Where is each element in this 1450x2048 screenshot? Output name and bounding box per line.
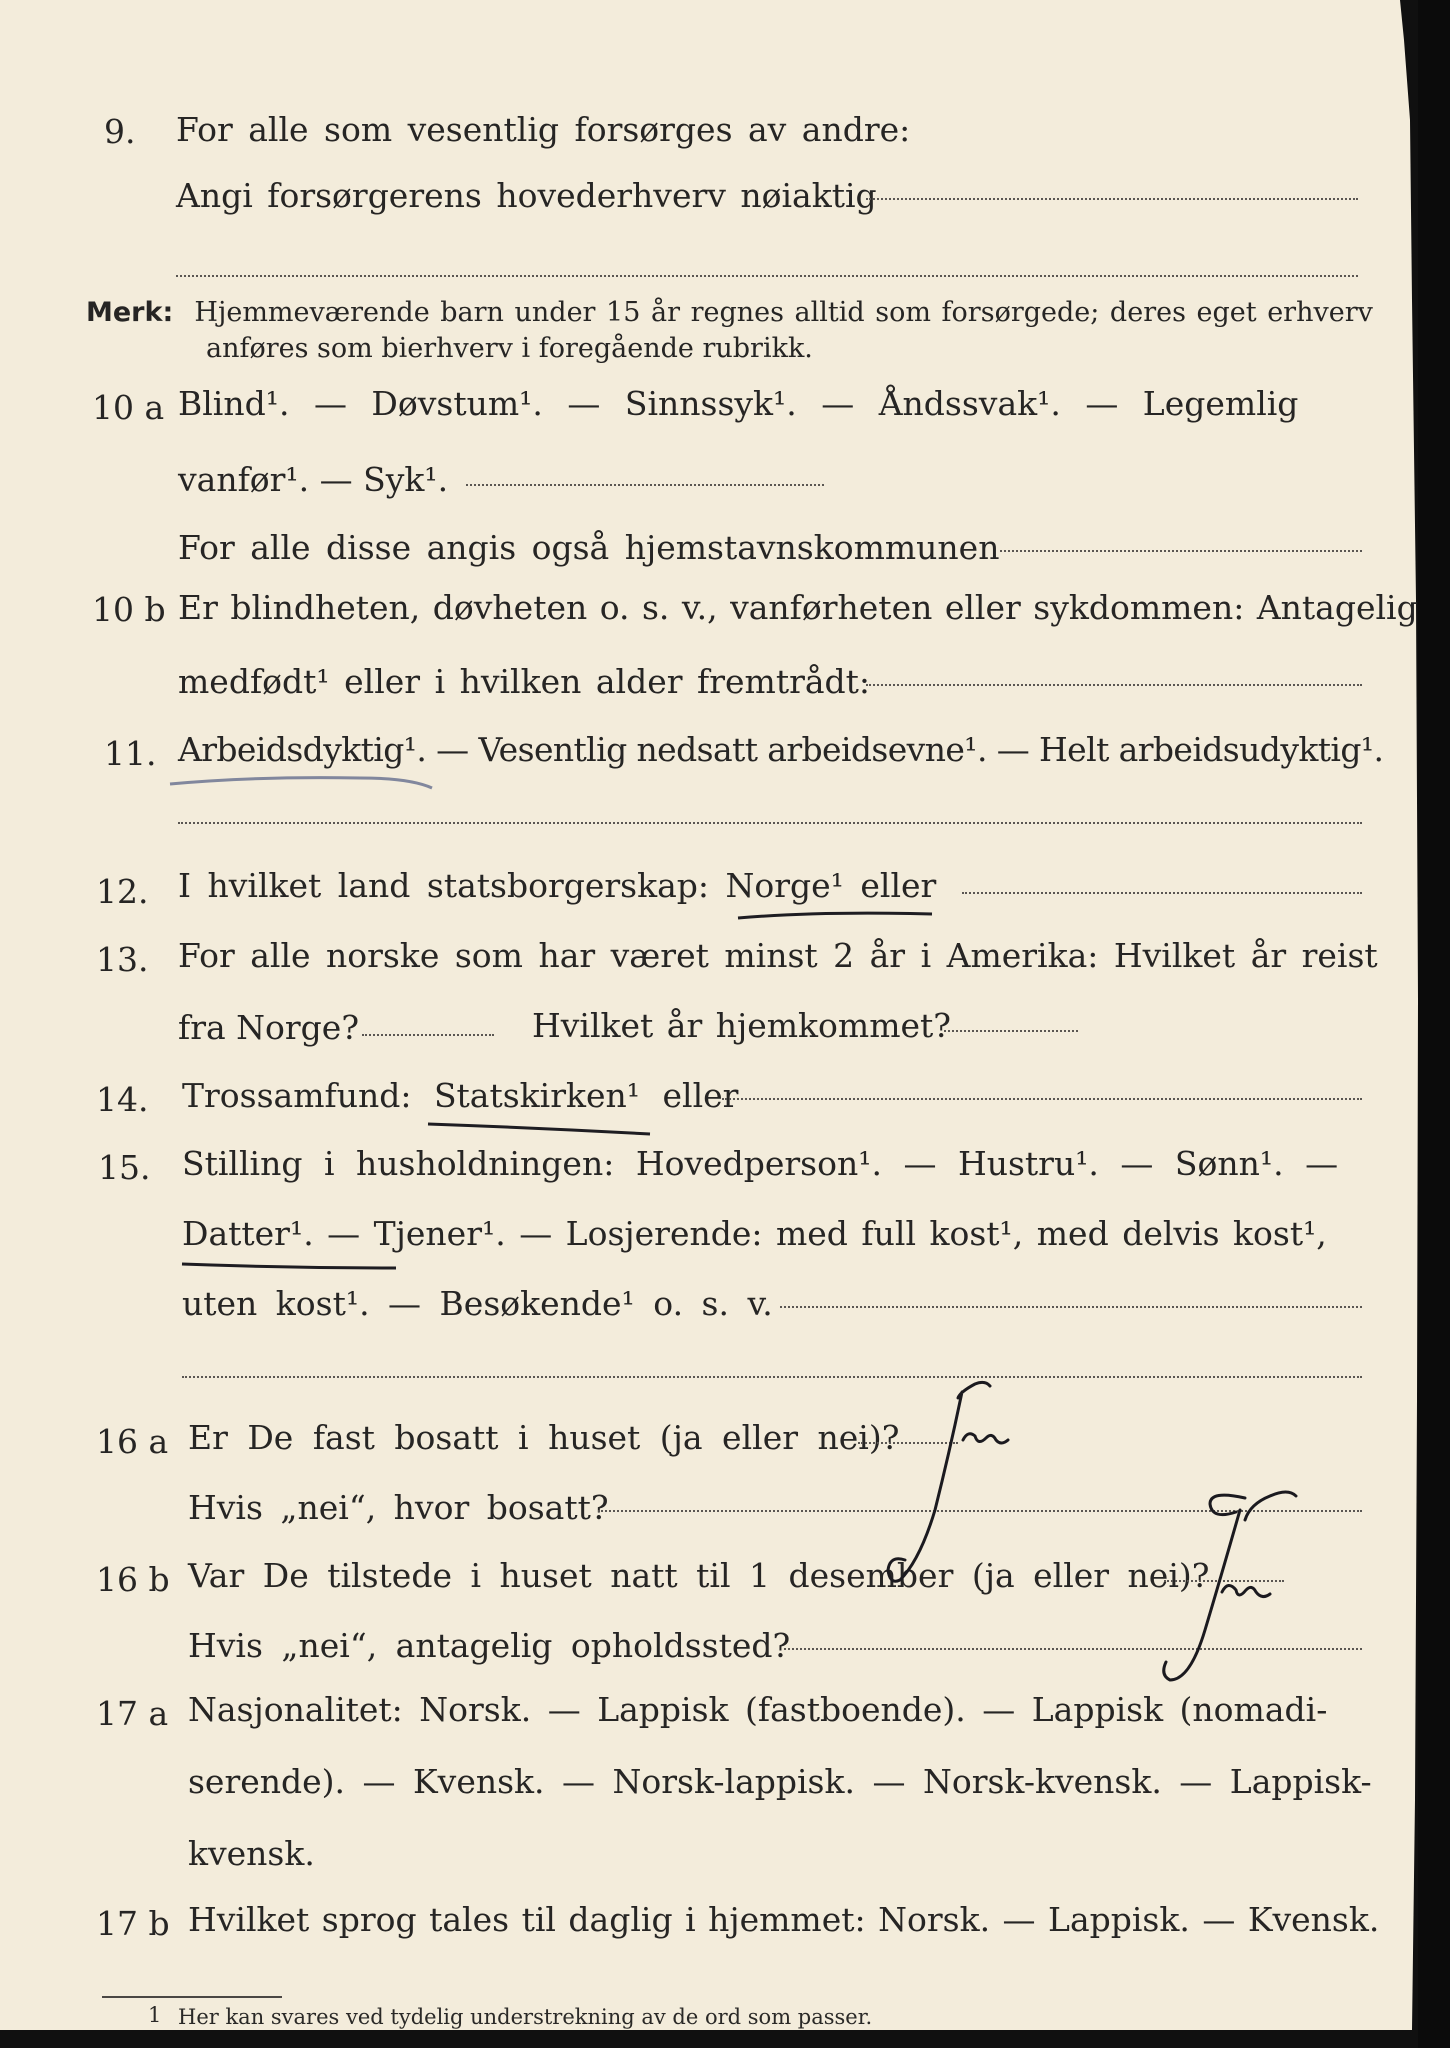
question-17a-line3: kvensk. [188,1834,315,1873]
answer-line-12[interactable] [962,892,1362,894]
question-10b-line2: medfødt¹ eller i hvilken alder fremtrådt: [178,662,871,701]
scan-edge [1418,0,1450,2048]
question-9-line2: Angi forsørgerens hovederhverv nøiaktig [176,176,877,215]
footnote-marker: 1 [148,2003,162,2027]
question-16b-line1: Var De tilstede i huset natt til 1 desember (ja eller nei)? [188,1556,1210,1595]
question-16a-line1: Er De fast bosatt i huset (ja eller nei)? [188,1418,900,1457]
answer-line-9a[interactable] [866,198,1358,200]
answer-line-10a[interactable] [466,484,824,486]
question-17a-number: 17 a [96,1694,169,1733]
question-11-number: 11. [104,734,157,773]
answer-line-16a-where[interactable] [598,1510,1362,1512]
question-17b-line1: Hvilket sprog tales til daglig i hjemmet: Norsk. — Lappisk. — Kvensk. [188,1900,1380,1939]
answer-line-14[interactable] [722,1098,1362,1100]
answer-line-16b-where[interactable] [784,1648,1362,1650]
question-17a-line1: Nasjonalitet: Norsk. — Lappisk (fastboende). — Lappisk (nomadi- [188,1690,1328,1729]
question-16a-number: 16 a [96,1422,169,1461]
answer-line-13-year-left[interactable] [362,1034,494,1036]
question-16b-line2: Hvis „nei“, antagelig opholdssted? [188,1626,791,1665]
question-9-number: 9. [104,112,136,151]
question-16a-line2: Hvis „nei“, hvor bosatt? [188,1488,609,1527]
question-15-number: 15. [98,1148,151,1187]
footnote-rule [102,1996,282,1998]
question-13-number: 13. [96,940,149,979]
answer-line-15b[interactable] [182,1376,1362,1378]
answer-line-16a[interactable] [858,1442,958,1444]
question-10a-line3: For alle disse angis også hjemstavnskommunen [178,528,1000,567]
question-14-number: 14. [96,1080,149,1119]
answer-line-16b[interactable] [1164,1580,1284,1582]
question-9-line1: For alle som vesentlig forsørges av andre: [176,110,911,149]
question-10b-line1: Er blindheten, døvheten o. s. v., vanførheten eller sykdommen: Antagelig [178,588,1418,627]
question-10b-number: 10 b [92,590,166,629]
question-13-line2b: Hvilket år hjemkommet? [532,1006,951,1045]
question-10a-number: 10 a [92,388,165,427]
note-line2: anføres som bierhverv i foregående rubrikk. [206,333,813,364]
question-12-number: 12. [96,872,149,911]
footnote-text: Her kan svares ved tydelig understrekning av de ord som passer. [178,2005,873,2029]
question-17a-line2: serende). — Kvensk. — Norsk-lappisk. — Norsk-kvensk. — Lappisk- [188,1762,1372,1801]
question-13-line1: For alle norske som har været minst 2 år i Amerika: Hvilket år reist [178,936,1378,975]
question-10a-line1: Blind¹. — Døvstum¹. — Sinnssyk¹. — Åndssvak¹. — Legemlig [178,384,1299,423]
question-10a-line2: vanfør¹. — Syk¹. [178,460,449,499]
note-label: Merk: [86,297,174,328]
question-15-line1: Stilling i husholdningen: Hovedperson¹. — Hustru¹. — Sønn¹. — [182,1144,1339,1183]
question-14-line1: Trossamfund: Statskirken¹ eller [182,1076,739,1115]
answer-line-15a[interactable] [780,1306,1362,1308]
note-merk [86,296,1373,330]
question-13-line2a: fra Norge? [178,1008,360,1047]
question-15-line2: Datter¹. — Tjener¹. — Losjerende: med full kost¹, med delvis kost¹, [182,1214,1327,1253]
answer-line-13-year-return[interactable] [944,1030,1078,1032]
question-15-line3: uten kost¹. — Besøkende¹ o. s. v. [182,1284,773,1323]
note-line1: Hjemmeværende barn under 15 år regnes alltid som forsørgede; deres eget erhverv [194,297,1373,328]
answer-line-10a-home[interactable] [1000,550,1362,552]
question-11-line1: Arbeidsdyktig¹. — Vesentlig nedsatt arbeidsevne¹. — Helt arbeidsudyktig¹. [178,730,1384,769]
question-16b-number: 16 b [96,1560,170,1599]
question-17b-number: 17 b [96,1904,170,1943]
answer-line-10b[interactable] [866,684,1362,686]
answer-line-11[interactable] [178,822,1362,824]
answer-line-9b[interactable] [176,275,1358,277]
question-12-line1: I hvilket land statsborgerskap: Norge¹ eller [178,866,937,905]
